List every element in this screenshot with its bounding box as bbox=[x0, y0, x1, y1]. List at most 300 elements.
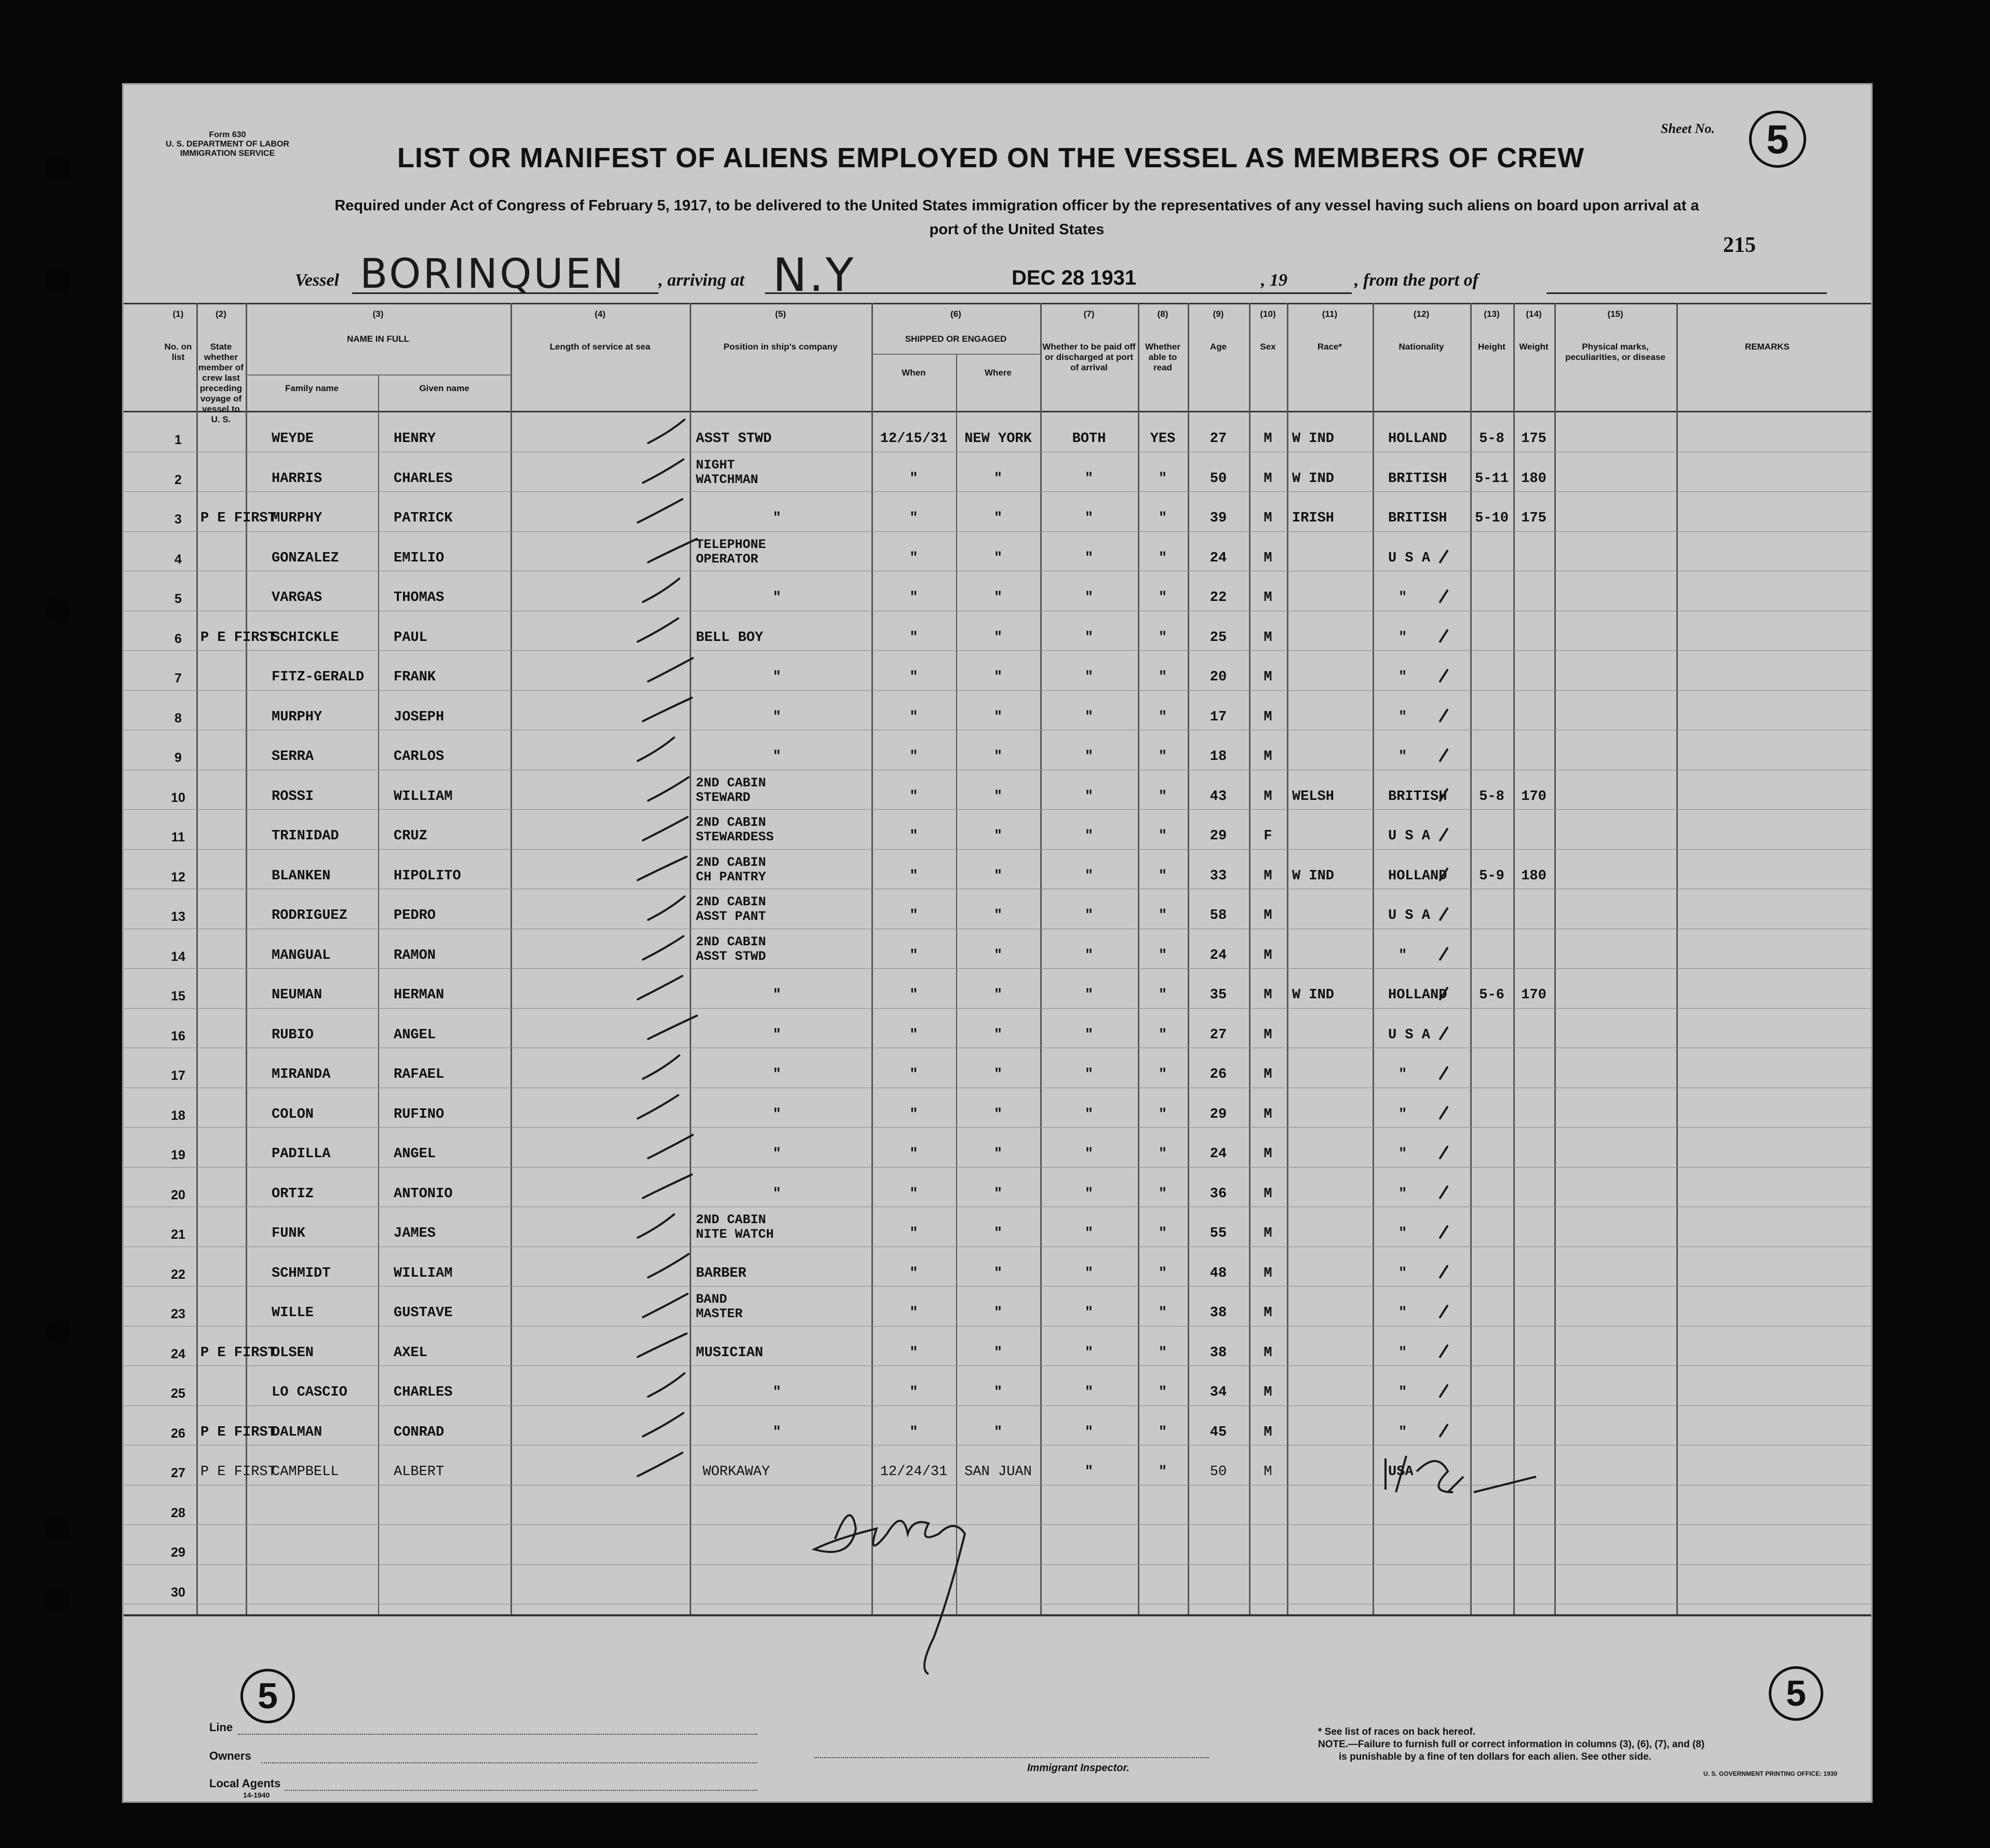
cell-position: " bbox=[773, 1385, 782, 1400]
cell-position-line: 2ND CABIN bbox=[696, 854, 767, 870]
cell-given: HIPOLITO bbox=[394, 868, 461, 884]
cell-family: SCHICKLE bbox=[272, 630, 339, 646]
nationality-checkmark bbox=[1440, 1425, 1447, 1437]
cell-given: THOMAS bbox=[394, 590, 445, 606]
footnote-races: * See list of races on back hereof. bbox=[1318, 1726, 1476, 1737]
printer-imprint: U. S. GOVERNMENT PRINTING OFFICE: 1930 bbox=[1703, 1770, 1837, 1777]
cell-nationality: " bbox=[1399, 1345, 1407, 1361]
service-checkmark bbox=[643, 1055, 679, 1079]
cell-position: " bbox=[773, 749, 782, 765]
cell-age: 50 bbox=[1209, 471, 1227, 487]
cell-age: 58 bbox=[1209, 908, 1227, 923]
cell-age: 45 bbox=[1209, 1424, 1227, 1440]
cell-where: " bbox=[993, 511, 1003, 526]
cell-age: 27 bbox=[1209, 1027, 1227, 1043]
cell-where: " bbox=[993, 749, 1003, 765]
arriving-port: N.Y bbox=[773, 248, 856, 302]
cell-where: " bbox=[993, 669, 1003, 685]
cell-where: " bbox=[993, 1067, 1003, 1082]
cell-read: " bbox=[1158, 1226, 1167, 1241]
cell-position-line: MASTER bbox=[696, 1306, 743, 1321]
cell-paid: " bbox=[1084, 1265, 1094, 1281]
cell-given: RAMON bbox=[394, 947, 436, 963]
cell-read: " bbox=[1158, 1146, 1167, 1162]
cell-where: " bbox=[993, 709, 1003, 725]
service-checkmark bbox=[648, 420, 684, 443]
cell-family: TRINIDAD bbox=[272, 828, 339, 844]
nationality-checkmark bbox=[1440, 1028, 1447, 1039]
sheet-number-value: 5 bbox=[1766, 116, 1789, 162]
cell-age: 20 bbox=[1209, 669, 1227, 685]
cell-read: " bbox=[1158, 590, 1167, 606]
cell-age: 36 bbox=[1209, 1186, 1227, 1202]
cell-sex: M bbox=[1263, 1345, 1272, 1361]
nationality-checkmark bbox=[1440, 948, 1447, 960]
cell-paid: " bbox=[1084, 868, 1094, 884]
nationality-checkmark bbox=[1440, 670, 1447, 681]
cell-paid: " bbox=[1084, 511, 1094, 526]
cell-age: 17 bbox=[1209, 709, 1227, 725]
cell-paid: " bbox=[1084, 1146, 1094, 1162]
cell-position-line: OPERATOR bbox=[696, 551, 759, 567]
service-checkmark bbox=[643, 460, 683, 483]
cell-position: " bbox=[773, 1424, 782, 1440]
cell-position-line: 2ND CABIN bbox=[696, 934, 767, 949]
cell-family: MURPHY bbox=[272, 511, 322, 526]
service-checkmark bbox=[638, 619, 678, 642]
cell-race: W IND bbox=[1292, 471, 1335, 487]
cell-position: " bbox=[773, 1027, 782, 1043]
punch-hole bbox=[46, 1517, 71, 1542]
cell-given: ANGEL bbox=[394, 1027, 436, 1043]
cell-age: 39 bbox=[1209, 511, 1227, 526]
nationality-checkmark bbox=[1440, 1226, 1447, 1238]
footnote-note: NOTE.—Failure to furnish full or correct information in columns (3), (6), (7), and (8) bbox=[1318, 1739, 1705, 1750]
cell-where: " bbox=[993, 590, 1003, 606]
sheet-label: Sheet No. bbox=[1661, 121, 1715, 136]
cell-where: " bbox=[993, 1305, 1003, 1321]
footer-circle-left-value: 5 bbox=[258, 1676, 278, 1716]
cell-given: HERMAN bbox=[394, 987, 445, 1003]
cell-nationality: " bbox=[1399, 1305, 1407, 1321]
cell-when: " bbox=[909, 868, 918, 884]
column-number: (13) bbox=[1484, 309, 1500, 319]
cell-read: " bbox=[1158, 868, 1167, 884]
footnote-fine: is punishable by a fine of ten dollars for each alien. See other side. bbox=[1339, 1751, 1651, 1762]
cell-family: ORTIZ bbox=[272, 1186, 314, 1202]
row-number: 18 bbox=[171, 1108, 185, 1123]
cell-given: RUFINO bbox=[394, 1106, 445, 1122]
cell-sex: M bbox=[1263, 1464, 1272, 1480]
cell-sex: M bbox=[1263, 550, 1272, 566]
cell-position-line: NITE WATCH bbox=[696, 1227, 774, 1242]
footer-circle-right bbox=[1769, 1666, 1823, 1721]
cell-when: " bbox=[909, 1305, 918, 1321]
row-number: 11 bbox=[171, 830, 185, 845]
cell-when: " bbox=[909, 1186, 918, 1202]
cell-nationality: " bbox=[1399, 709, 1407, 725]
cell-position: " bbox=[773, 1186, 782, 1202]
owners-label: Owners bbox=[209, 1749, 251, 1762]
column-number: (7) bbox=[1083, 309, 1095, 319]
cell-sex: F bbox=[1263, 828, 1272, 844]
footer-circle-left bbox=[240, 1669, 295, 1723]
cell-age: 38 bbox=[1209, 1345, 1227, 1361]
cell-when: " bbox=[909, 1424, 918, 1440]
cell-given: JOSEPH bbox=[394, 709, 445, 725]
cell-position: MUSICIAN bbox=[696, 1345, 763, 1361]
cell-position: " bbox=[773, 590, 782, 606]
nationality-checkmark bbox=[1440, 1107, 1447, 1119]
cell-nationality: " bbox=[1399, 749, 1407, 765]
arriving-label: , arriving at bbox=[658, 271, 745, 290]
row-number: 25 bbox=[171, 1386, 185, 1401]
cell-family: WEYDE bbox=[272, 431, 314, 447]
service-checkmark bbox=[643, 698, 692, 721]
cell-sex: M bbox=[1263, 590, 1272, 606]
column-number: (3) bbox=[372, 309, 384, 319]
cell-age: 29 bbox=[1209, 1106, 1227, 1122]
footnote bbox=[1318, 1726, 1837, 1780]
cell-given: GUSTAVE bbox=[394, 1305, 453, 1321]
cell-paid: " bbox=[1084, 947, 1094, 963]
row-number: 22 bbox=[171, 1267, 185, 1282]
cell-age: 33 bbox=[1209, 868, 1227, 884]
line-underline bbox=[238, 1734, 757, 1735]
cell-family: RUBIO bbox=[272, 1027, 314, 1043]
agents-label: Local Agents bbox=[209, 1777, 281, 1790]
cell-family: DALMAN bbox=[272, 1424, 322, 1440]
column-header-15: Physical marks, peculiarities, or disease bbox=[1565, 342, 1665, 362]
cell-when: " bbox=[909, 987, 918, 1003]
service-checkmark bbox=[638, 1453, 682, 1476]
service-checkmark bbox=[648, 658, 693, 681]
cell-nationality: HOLLAND bbox=[1388, 431, 1447, 447]
manifest-sheet bbox=[122, 83, 1873, 1803]
row-number: 29 bbox=[171, 1545, 185, 1560]
cell-read: " bbox=[1158, 709, 1167, 725]
cell-when: " bbox=[909, 1226, 918, 1241]
cell-state: P E FIRST bbox=[200, 511, 276, 526]
cell-position-line: ASST STWD bbox=[696, 948, 767, 964]
cell-family: WILLE bbox=[272, 1305, 314, 1321]
cell-position: " bbox=[773, 987, 782, 1003]
column-header-where: Where bbox=[985, 368, 1012, 378]
cell-where: " bbox=[993, 550, 1003, 566]
cell-family: PADILLA bbox=[272, 1146, 331, 1162]
cell-given: PEDRO bbox=[394, 908, 436, 923]
service-name: IMMIGRATION SERVICE bbox=[180, 149, 275, 158]
cell-read: " bbox=[1158, 908, 1167, 923]
service-checkmark bbox=[648, 1016, 697, 1039]
cell-paid: " bbox=[1084, 1345, 1094, 1361]
punch-hole bbox=[46, 1319, 71, 1344]
line-label: Line bbox=[209, 1721, 233, 1734]
cell-position-line: CH PANTRY bbox=[696, 869, 767, 885]
cell-where: " bbox=[993, 868, 1003, 884]
cell-state: P E FIRST bbox=[200, 630, 276, 646]
cell-when: " bbox=[909, 709, 918, 725]
cell-family: CAMPBELL bbox=[272, 1464, 339, 1480]
cell-paid: " bbox=[1084, 669, 1094, 685]
cell-age: 24 bbox=[1209, 550, 1227, 566]
cell-nationality: " bbox=[1399, 1146, 1407, 1162]
cell-given: EMILIO bbox=[394, 550, 445, 566]
cell-paid: " bbox=[1084, 1305, 1094, 1321]
row-number: 8 bbox=[174, 711, 182, 726]
cell-sex: M bbox=[1263, 1067, 1272, 1082]
cell-position: ASST STWD bbox=[696, 431, 772, 447]
cell-nationality: U S A bbox=[1388, 908, 1431, 923]
cell-paid: " bbox=[1084, 550, 1094, 566]
column-number: (2) bbox=[216, 309, 226, 319]
cell-family: VARGAS bbox=[272, 590, 322, 606]
cell-age: 35 bbox=[1209, 987, 1227, 1003]
column-number: (6) bbox=[950, 309, 961, 319]
cell-given: FRANK bbox=[394, 669, 436, 685]
cell-sex: M bbox=[1263, 1424, 1272, 1440]
cell-position: " bbox=[773, 1067, 782, 1082]
cell-where: " bbox=[993, 788, 1003, 805]
cell-paid: " bbox=[1084, 1067, 1094, 1082]
cell-read: YES bbox=[1150, 431, 1176, 447]
cell-position-line: STEWARDESS bbox=[696, 829, 774, 845]
nationality-checkmark bbox=[1440, 829, 1447, 840]
column-header-13: Height bbox=[1478, 342, 1505, 352]
cell-when: " bbox=[909, 511, 918, 526]
page-number: 215 bbox=[1723, 233, 1756, 257]
cell-where: " bbox=[993, 828, 1003, 844]
cell-when: " bbox=[909, 630, 918, 646]
row-number: 2 bbox=[174, 472, 182, 487]
row-number: 9 bbox=[174, 751, 182, 765]
nationality-checkmark bbox=[1440, 591, 1447, 602]
cell-position-line: 2ND CABIN bbox=[696, 1212, 767, 1227]
cell-read: " bbox=[1158, 1106, 1167, 1122]
cell-sex: M bbox=[1263, 471, 1272, 487]
service-checkmark bbox=[638, 738, 674, 761]
cell-paid: " bbox=[1084, 1186, 1094, 1202]
cell-family: GONZALEZ bbox=[272, 550, 339, 566]
cell-age: 26 bbox=[1209, 1067, 1227, 1082]
row-number: 28 bbox=[171, 1505, 185, 1520]
cell-family: FUNK bbox=[272, 1226, 305, 1241]
cell-family: ROSSI bbox=[272, 788, 314, 805]
cell-weight: 175 bbox=[1521, 511, 1547, 526]
cell-paid: " bbox=[1084, 590, 1094, 606]
cell-height: 5-8 bbox=[1479, 788, 1504, 805]
cell-family: SERRA bbox=[272, 749, 314, 765]
punch-hole bbox=[46, 156, 71, 181]
cell-read: " bbox=[1158, 1464, 1167, 1480]
cell-family: MANGUAL bbox=[272, 947, 331, 963]
nationality-checkmark bbox=[1440, 1346, 1447, 1357]
punch-hole bbox=[46, 267, 71, 292]
cell-race: W IND bbox=[1292, 987, 1335, 1003]
cell-family: HARRIS bbox=[272, 471, 322, 487]
row-number: 6 bbox=[174, 631, 182, 646]
cell-when: " bbox=[909, 1385, 918, 1400]
service-checkmark bbox=[648, 778, 689, 801]
column-header-8: Whether able to read bbox=[1145, 342, 1180, 372]
column-header-7: Whether to be paid off or discharged at port of arrival bbox=[1042, 342, 1136, 372]
nationality-checkmark bbox=[1440, 1067, 1447, 1079]
cell-nationality: " bbox=[1399, 947, 1407, 963]
nationality-checkmark bbox=[1440, 631, 1447, 642]
cell-read: " bbox=[1158, 828, 1167, 844]
column-header-family-name: Family name bbox=[285, 383, 339, 393]
column-header-1: No. on list bbox=[164, 342, 192, 362]
nationality-checkmark bbox=[1440, 869, 1447, 880]
cell-when: " bbox=[909, 669, 918, 685]
column-header-11: Race* bbox=[1317, 342, 1342, 352]
row-number: 27 bbox=[171, 1466, 185, 1480]
cell-position: BARBER bbox=[696, 1265, 747, 1281]
column-header-when: When bbox=[902, 368, 926, 378]
column-header-3: NAME IN FULL bbox=[347, 334, 409, 344]
cell-read: " bbox=[1158, 630, 1167, 646]
cell-when: " bbox=[909, 1146, 918, 1162]
cell-position-line: 2ND CABIN bbox=[696, 815, 767, 830]
cell-sex: M bbox=[1263, 788, 1272, 805]
nationality-checkmark bbox=[1440, 988, 1447, 999]
cell-when: 12/15/31 bbox=[880, 431, 948, 447]
column-header-12: Nationality bbox=[1399, 342, 1444, 352]
cell-nationality: USA bbox=[1388, 1464, 1414, 1480]
row-number: 26 bbox=[171, 1426, 185, 1441]
row-number: 10 bbox=[171, 790, 185, 805]
cell-sex: M bbox=[1263, 987, 1272, 1003]
cell-age: 34 bbox=[1209, 1385, 1227, 1400]
cell-read: " bbox=[1158, 1345, 1167, 1361]
column-header-14: Weight bbox=[1519, 342, 1549, 352]
cell-nationality: U S A bbox=[1388, 550, 1431, 566]
inspector-signature bbox=[814, 1515, 965, 1674]
subtitle-line-1: Required under Act of Congress of February 5, 1917, to be delivered to the United States immigration officer by the representatives of any vessel having such aliens on board upon arrival at a bbox=[334, 197, 1699, 214]
cell-when: " bbox=[909, 1265, 918, 1281]
form-number: Form 630 bbox=[209, 130, 246, 139]
row-number: 15 bbox=[171, 989, 185, 1003]
row-number: 13 bbox=[171, 909, 185, 924]
cell-paid: " bbox=[1084, 471, 1094, 487]
column-header-4: Length of service at sea bbox=[549, 342, 651, 352]
cell-sex: M bbox=[1263, 431, 1272, 447]
cell-position-line: NIGHT bbox=[696, 457, 735, 473]
cell-weight: 180 bbox=[1521, 471, 1547, 487]
column-number: (15) bbox=[1607, 309, 1623, 319]
punch-hole bbox=[46, 1587, 71, 1612]
cell-paid: " bbox=[1084, 1027, 1094, 1043]
cell-given: ANTONIO bbox=[394, 1186, 453, 1202]
cell-when: " bbox=[909, 550, 918, 566]
nationality-checkmark bbox=[1440, 551, 1447, 563]
cell-given: ALBERT bbox=[394, 1464, 445, 1480]
cell-nationality: U S A bbox=[1388, 828, 1431, 844]
row-number: 30 bbox=[171, 1585, 185, 1600]
service-checkmark bbox=[648, 1373, 684, 1397]
cell-sex: M bbox=[1263, 1385, 1272, 1400]
service-checkmark bbox=[638, 499, 682, 523]
cell-weight: 175 bbox=[1521, 431, 1547, 447]
cell-nationality: " bbox=[1399, 1424, 1407, 1440]
cell-sex: M bbox=[1263, 1265, 1272, 1281]
cell-nationality: " bbox=[1399, 1385, 1407, 1400]
column-header-5: Position in ship's company bbox=[723, 342, 838, 352]
cell-nationality: BRITISH bbox=[1388, 471, 1447, 487]
row-number: 17 bbox=[171, 1068, 185, 1083]
cell-position-line: TELEPHONE bbox=[696, 537, 767, 552]
cell-given: AXEL bbox=[394, 1345, 427, 1361]
row-number: 20 bbox=[171, 1187, 185, 1202]
service-checkmark bbox=[643, 1175, 692, 1198]
cell-family: MURPHY bbox=[272, 709, 322, 725]
cell-where: " bbox=[993, 1106, 1003, 1122]
cell-paid: BOTH bbox=[1072, 431, 1106, 447]
cell-position: " bbox=[773, 669, 782, 685]
cell-race: WELSH bbox=[1292, 788, 1335, 805]
date-stamp: DEC 28 1931 bbox=[1012, 266, 1137, 289]
cell-read: " bbox=[1158, 1424, 1167, 1440]
from-port-label: , from the port of bbox=[1354, 271, 1478, 290]
cell-given: CRUZ bbox=[394, 828, 427, 844]
cell-family: BLANKEN bbox=[272, 868, 331, 884]
cell-age: 18 bbox=[1209, 749, 1227, 765]
cell-paid: " bbox=[1084, 1464, 1094, 1480]
cell-paid: " bbox=[1084, 630, 1094, 646]
cell-weight: 170 bbox=[1521, 987, 1547, 1003]
inspector-label: Immigrant Inspector. bbox=[1027, 1762, 1130, 1774]
cell-position-line: STEWARD bbox=[696, 789, 751, 805]
cell-given: WILLIAM bbox=[394, 1265, 453, 1281]
service-checkmark bbox=[643, 579, 679, 602]
cell-read: " bbox=[1158, 947, 1167, 963]
cell-read: " bbox=[1158, 1385, 1167, 1400]
cell-where: " bbox=[993, 630, 1003, 646]
cell-paid: " bbox=[1084, 1385, 1094, 1400]
year-label: , 19 bbox=[1261, 271, 1287, 290]
cell-sex: M bbox=[1263, 749, 1272, 765]
cell-when: " bbox=[909, 828, 918, 844]
cell-where: " bbox=[993, 1146, 1003, 1162]
row-number: 4 bbox=[174, 552, 182, 567]
service-checkmark bbox=[638, 1334, 687, 1357]
handwriting-layer bbox=[124, 85, 1871, 1801]
cell-paid: " bbox=[1084, 908, 1094, 923]
cell-paid: " bbox=[1084, 1226, 1094, 1241]
cell-position-line: ASST PANT bbox=[696, 909, 767, 924]
row-number: 1 bbox=[174, 433, 182, 447]
cell-sex: M bbox=[1263, 709, 1272, 725]
nationality-checkmark bbox=[1440, 1266, 1447, 1278]
cell-race: IRISH bbox=[1292, 511, 1335, 526]
cell-when: " bbox=[909, 788, 918, 805]
subtitle-line-2: port of the United States bbox=[929, 221, 1105, 238]
cell-family: LO CASCIO bbox=[272, 1385, 347, 1400]
cell-position-line: 2ND CABIN bbox=[696, 775, 767, 791]
column-number: (4) bbox=[595, 309, 606, 319]
column-number: (10) bbox=[1260, 309, 1276, 319]
nationality-checkmark bbox=[1440, 749, 1447, 761]
cell-paid: " bbox=[1084, 749, 1094, 765]
owners-underline bbox=[261, 1762, 757, 1763]
cell-position: " bbox=[773, 511, 782, 526]
row-number: 24 bbox=[171, 1346, 185, 1361]
cell-weight: 170 bbox=[1521, 788, 1547, 805]
cell-when: " bbox=[909, 1106, 918, 1122]
cell-age: 48 bbox=[1209, 1265, 1227, 1281]
cell-age: 29 bbox=[1209, 828, 1227, 844]
service-checkmark bbox=[648, 539, 697, 563]
